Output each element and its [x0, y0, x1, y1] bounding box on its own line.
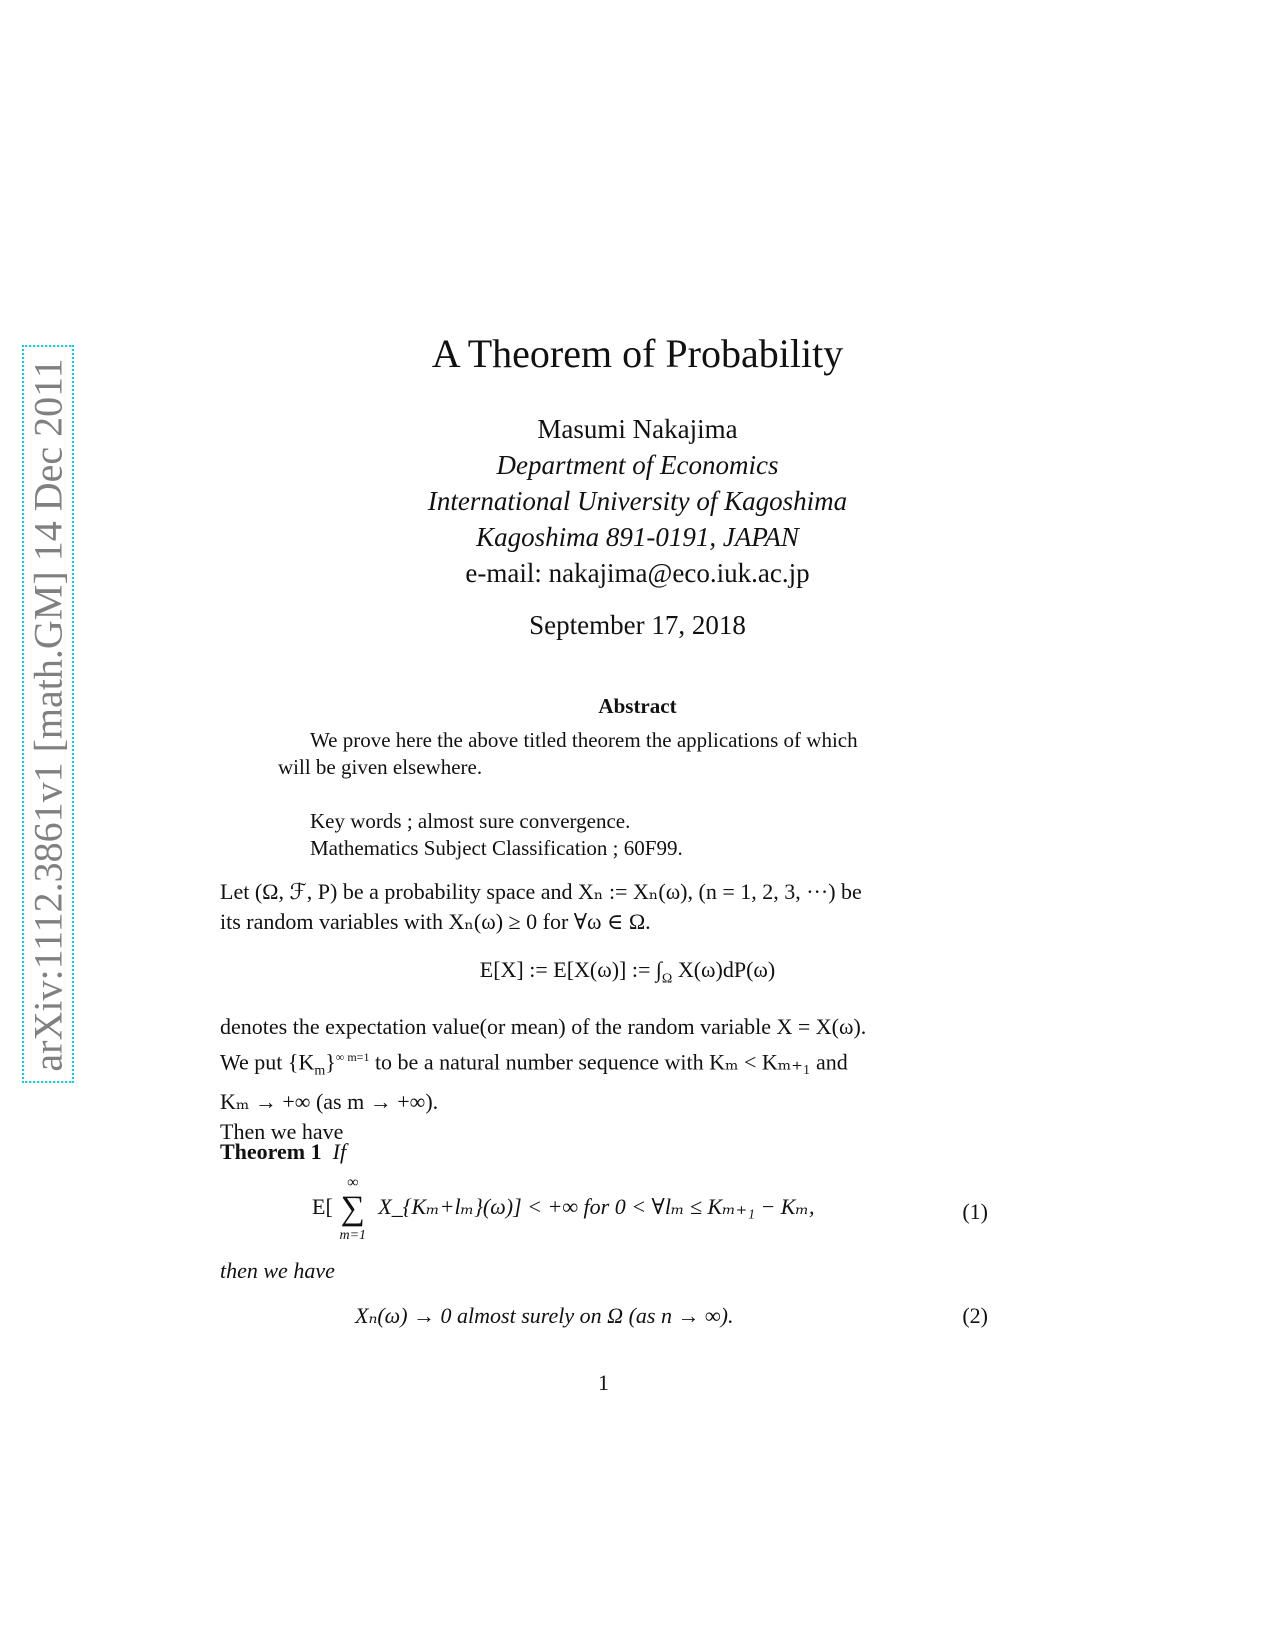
theorem-heading	[220, 1139, 346, 1165]
arxiv-stamp: arXiv:1112.3861v1 [math.GM] 14 Dec 2011	[25, 358, 71, 1072]
paragraph-2-line-4: Then we have	[220, 1118, 344, 1144]
equation-2: Xₙ(ω) → 0 almost surely on Ω (as n → ∞).	[355, 1303, 734, 1328]
paper-date: September 17, 2018	[529, 610, 746, 640]
author-department: Department of Economics	[496, 450, 779, 480]
author-block	[0, 411, 1275, 591]
theorem-label: Theorem 1	[220, 1139, 322, 1164]
author-name: Masumi Nakajima	[537, 414, 738, 444]
author-university: International University of Kagoshima	[427, 486, 848, 516]
then-we-have: then we have	[220, 1258, 335, 1283]
paragraph-1-line-2: its random variables with Xₙ(ω) ≥ 0 for ∀ω ∈ Ω.	[220, 909, 651, 934]
paragraph-1	[220, 877, 990, 937]
equation-1-number: (1)	[962, 1199, 988, 1224]
paragraph-1-line-1: Let (Ω, ℱ, P) be a probability space and Xₙ := Xₙ(ω), (n = 1, 2, 3, ···) be	[220, 879, 862, 904]
theorem-if: If	[332, 1139, 347, 1164]
paragraph-2	[220, 1012, 990, 1147]
abstract-line-1: We prove here the above titled theorem the applications of which	[310, 728, 858, 752]
keywords-block	[310, 808, 970, 862]
paragraph-2-line-2: We put $\{K_m\}^{\infty m=1}$ to be a natural number sequence with Kₘ < Kₘ₊₁ and	[220, 1049, 848, 1079]
paper-title: A Theorem of Probability	[431, 331, 844, 376]
abstract-text	[278, 727, 938, 781]
author-address: Kagoshima 891-0191, JAPAN	[476, 522, 799, 552]
author-email: e-mail: nakajima@eco.iuk.ac.jp	[465, 558, 810, 588]
keywords: Key words ; almost sure convergence.	[310, 809, 631, 833]
equation-expectation: E[X] := E[X(ω)] := $\int_\Omega$ X(ω)dP(ω)	[479, 957, 776, 987]
paragraph-2-line-3: Kₘ → +∞ (as m → +∞).	[220, 1088, 439, 1114]
abstract-heading: Abstract	[598, 694, 677, 718]
equation-2-number: (2)	[962, 1303, 988, 1328]
equation-1: E[ ∞ ∑ m=1 X_{Kₘ+lₘ}(ω)] < +∞ for 0 < ∀lₘ ≤ Kₘ₊₁ − Kₘ,	[312, 1174, 815, 1243]
summation: ∞ ∑ m=1	[339, 1174, 367, 1243]
page-number: 1	[598, 1370, 609, 1395]
paragraph-2-line-1: denotes the expectation value(or mean) of the random variable X = X(ω).	[220, 1014, 867, 1039]
abstract-line-2: will be given elsewhere.	[278, 755, 483, 779]
msc-classification: Mathematics Subject Classification ; 60F99.	[310, 836, 683, 860]
